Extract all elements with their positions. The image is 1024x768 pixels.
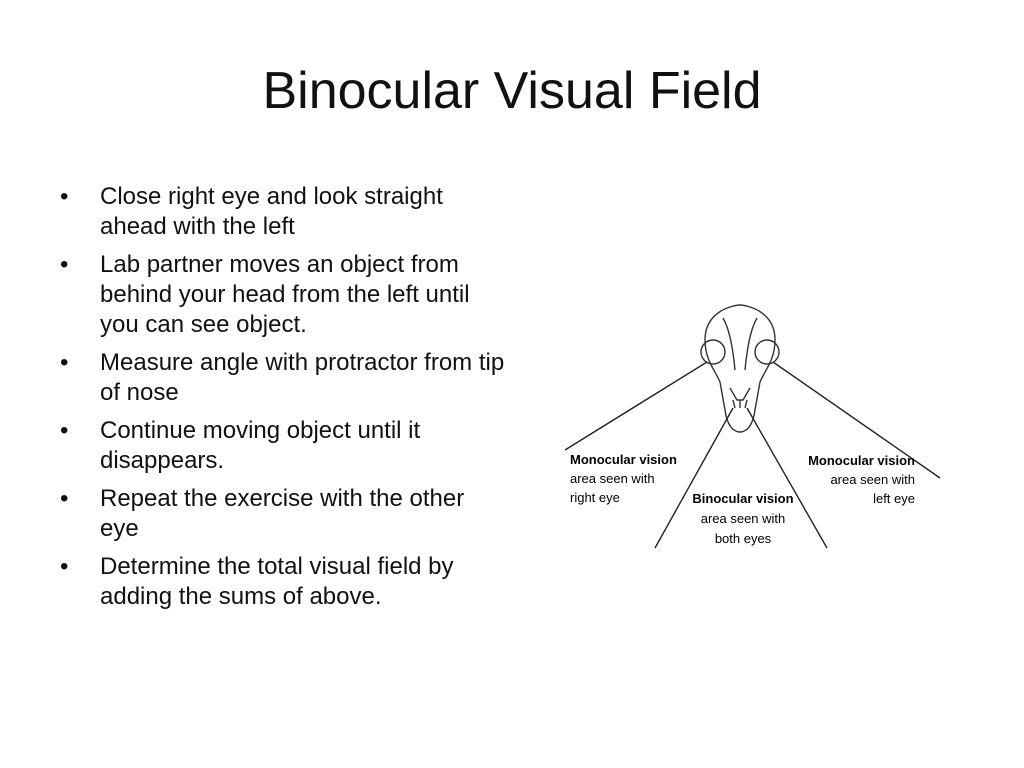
skull-illustration: [701, 305, 779, 432]
bullet-list: [60, 182, 505, 620]
left-label-line2: right eye: [570, 490, 620, 505]
bullet-item: • Lab partner moves an object from behind your head from the left until you can see object.: [60, 250, 505, 340]
binocular-vision-diagram: [565, 300, 945, 555]
binocular-label: [692, 491, 793, 546]
left-monocular-label: [570, 452, 677, 505]
right-label-line2: left eye: [873, 491, 915, 506]
bullet-item: • Measure angle with protractor from tip of nose: [60, 348, 505, 408]
bullet-item: • Continue moving object until it disappears.: [60, 416, 505, 476]
center-label-line2: both eyes: [714, 531, 772, 546]
bullet-item: • Close right eye and look straight ahead with the left: [60, 182, 505, 242]
left-label-heading: Monocular vision: [570, 452, 677, 467]
bullet-item: • Determine the total visual field by adding the sums of above.: [60, 552, 505, 612]
left-label-line1: area seen with: [570, 471, 655, 486]
right-monocular-label: [808, 453, 915, 506]
bullet-item: • Repeat the exercise with the other eye: [60, 484, 505, 544]
center-label-heading: Binocular vision: [692, 491, 794, 506]
right-label-line1: area seen with: [830, 472, 915, 487]
right-label-heading: Monocular vision: [808, 453, 915, 468]
slide-title: Binocular Visual Field: [262, 62, 762, 120]
center-label-line1: area seen with: [700, 511, 786, 526]
